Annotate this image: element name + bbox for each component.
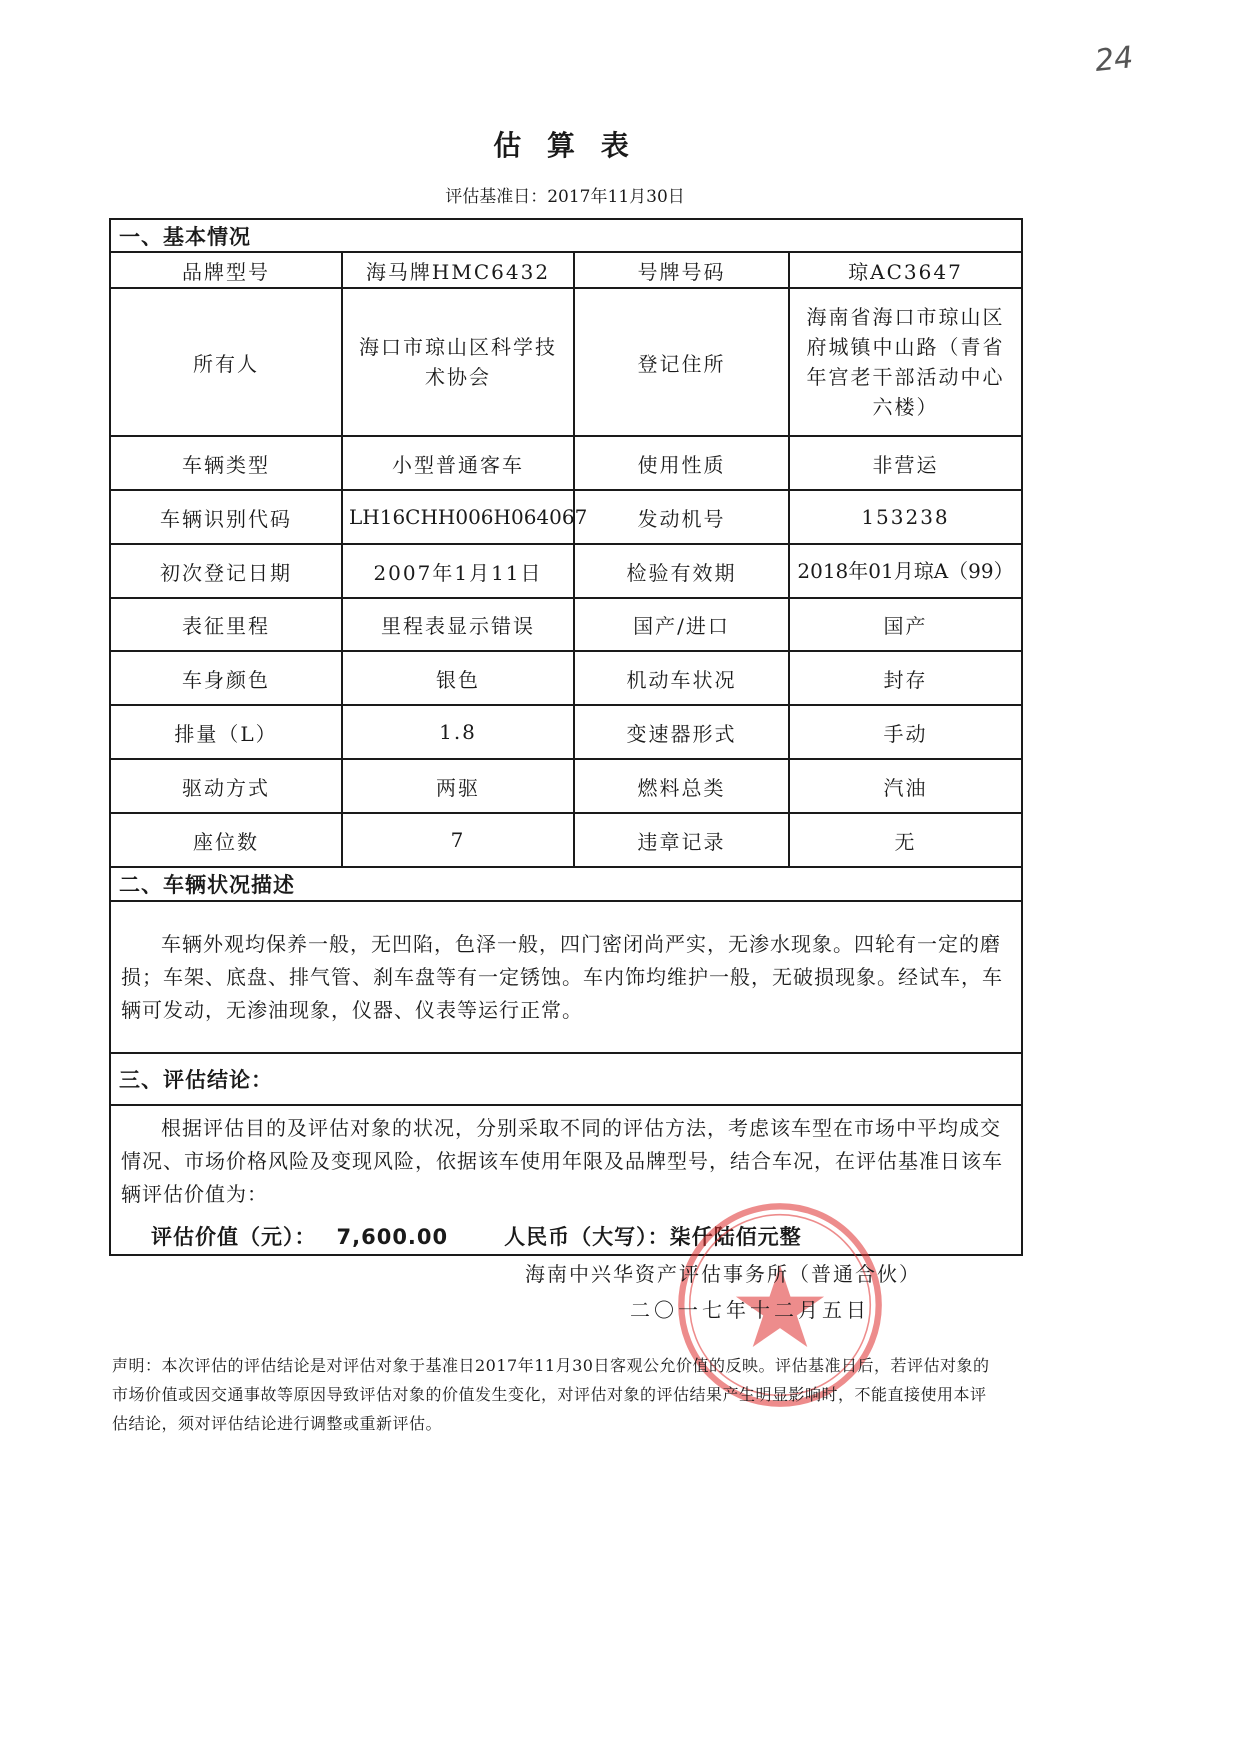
seats-value: 7 (342, 813, 574, 867)
valuation-table (109, 218, 1023, 1256)
vin-value: LH16CHH006H064067 (342, 490, 574, 544)
usage-label: 使用性质 (574, 436, 789, 490)
value-amount: 7,600.00 (336, 1225, 449, 1249)
fuel-value: 汽油 (789, 759, 1022, 813)
violation-value: 无 (789, 813, 1022, 867)
address-label: 登记住所 (574, 288, 789, 436)
owner-value: 海口市琼山区科学技术协会 (342, 288, 574, 436)
rmb-amount: 柒仟陆佰元整 (669, 1225, 802, 1249)
condition-text: 车辆外观均保养一般，无凹陷，色泽一般，四门密闭尚严实，无渗水现象。四轮有一定的磨损；车架、底盘、排气管、刹车盘等有一定锈蚀。车内饰均维护一般，无破损现象。经试车，车辆可发动，无渗油现象，仪器、仪表等运行正常。 (121, 931, 1003, 1022)
inspection-value: 2018年01月琼A（99） (789, 544, 1022, 598)
seats-label: 座位数 (110, 813, 342, 867)
condition-description (110, 901, 1022, 1053)
plate-value: 琼AC3647 (789, 252, 1022, 288)
displacement-label: 排量（L） (110, 705, 342, 759)
section3-heading: 三、评估结论： (110, 1053, 1022, 1105)
brand-value: 海马牌HMC6432 (342, 252, 574, 288)
rmb-label: 人民币（大写）： (504, 1225, 670, 1249)
sign-date: 二〇一七年十二月五日 (630, 1298, 870, 1322)
color-value: 银色 (342, 651, 574, 705)
brand-label: 品牌型号 (110, 252, 342, 288)
declaration-text: 声明：本次评估的评估结论是对评估对象于基准日2017年11月30日客观公允价值的反映。评估基准日后，若评估对象的市场价值或因交通事故等原因导致评估对象的价值发生变化，对评估对象的评估结果产生明显影响时，不能直接使用本评估结论，须对评估结论进行调整或重新评估。 (112, 1356, 990, 1433)
section2-heading: 二、车辆状况描述 (110, 867, 1022, 901)
origin-label: 国产/进口 (574, 598, 789, 651)
transmission-label: 变速器形式 (574, 705, 789, 759)
firm-name: 海南中兴华资产评估事务所（普通合伙） (525, 1262, 921, 1286)
color-label: 车身颜色 (110, 651, 342, 705)
section1-heading: 一、基本情况 (110, 219, 1022, 252)
plate-label: 号牌号码 (574, 252, 789, 288)
fuel-label: 燃料总类 (574, 759, 789, 813)
owner-label: 所有人 (110, 288, 342, 436)
inspection-label: 检验有效期 (574, 544, 789, 598)
value-label: 评估价值（元）： (151, 1225, 317, 1249)
reg-date-label: 初次登记日期 (110, 544, 342, 598)
usage-value: 非营运 (789, 436, 1022, 490)
page-title: 估 算 表 (493, 129, 637, 162)
base-date-line: 评估基准日：2017年11月30日 (445, 187, 685, 207)
origin-value: 国产 (789, 598, 1022, 651)
page-number: 24 (1093, 40, 1135, 79)
status-value: 封存 (789, 651, 1022, 705)
displacement-value: 1.8 (342, 705, 574, 759)
mileage-label: 表征里程 (110, 598, 342, 651)
violation-label: 违章记录 (574, 813, 789, 867)
address-value: 海南省海口市琼山区府城镇中山路（青省年宫老干部活动中心六楼） (789, 288, 1022, 436)
vin-label: 车辆识别代码 (110, 490, 342, 544)
transmission-value: 手动 (789, 705, 1022, 759)
mileage-value: 里程表显示错误 (342, 598, 574, 651)
type-value: 小型普通客车 (342, 436, 574, 490)
reg-date-value: 2007年1月11日 (342, 544, 574, 598)
engine-label: 发动机号 (574, 490, 789, 544)
conclusion-block (110, 1105, 1022, 1255)
status-label: 机动车状况 (574, 651, 789, 705)
drive-value: 两驱 (342, 759, 574, 813)
conclusion-text: 根据评估目的及评估对象的状况，分别采取不同的评估方法，考虑该车型在市场中平均成交情况、市场价格风险及变现风险，依据该车使用年限及品牌型号，结合车况，在评估基准日该车辆评估价值为： (121, 1116, 1003, 1206)
drive-label: 驱动方式 (110, 759, 342, 813)
engine-value: 153238 (789, 490, 1022, 544)
type-label: 车辆类型 (110, 436, 342, 490)
